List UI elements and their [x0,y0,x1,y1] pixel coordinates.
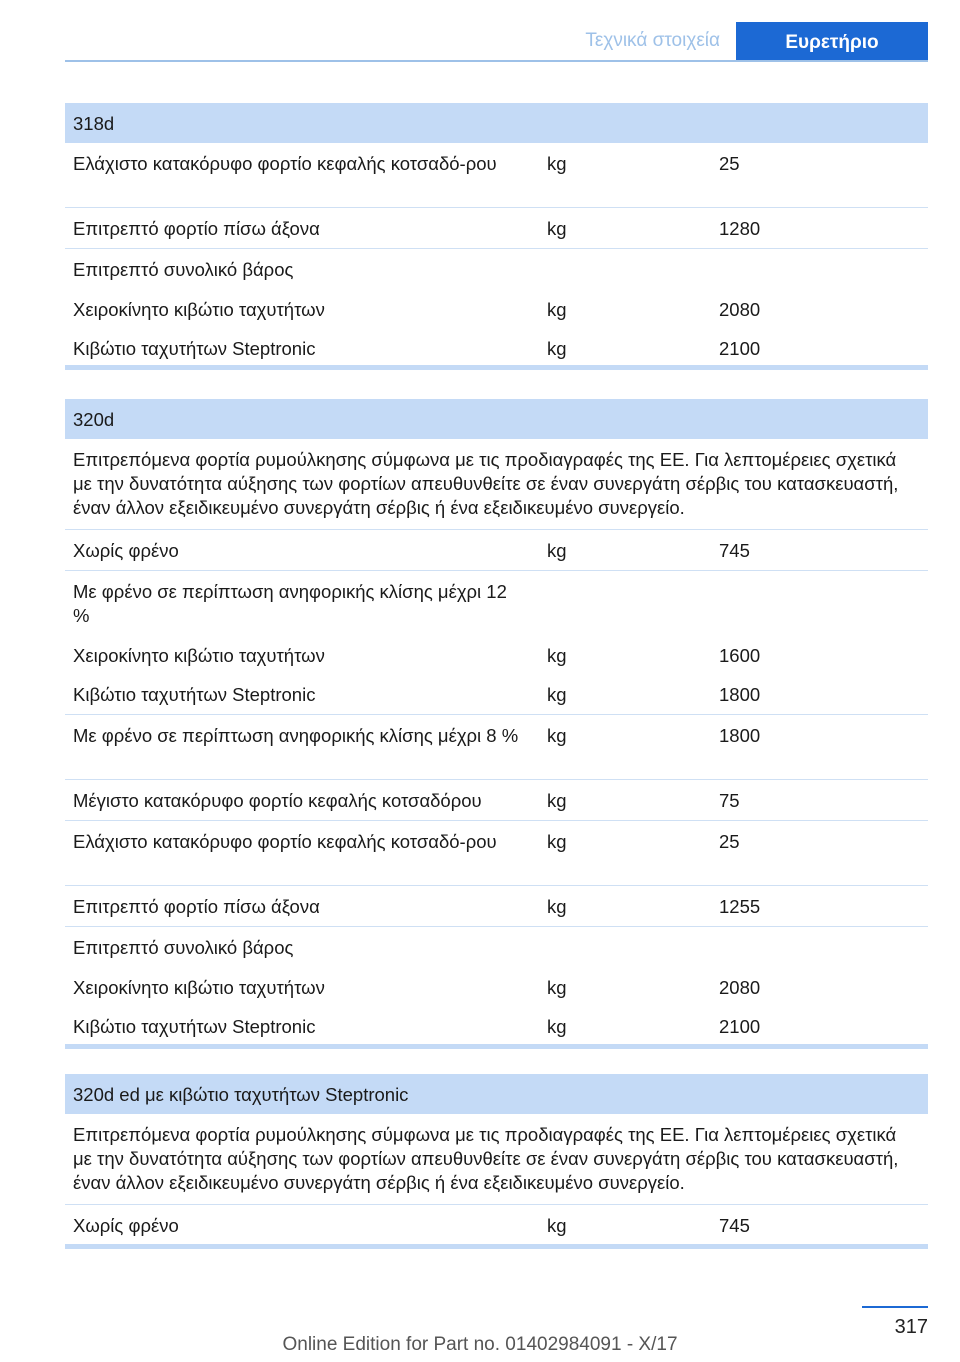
row-desc: Κιβώτιο ταχυτήτων Steptronic [73,338,316,359]
row-unit: kg [547,896,567,917]
row-unit: kg [547,1016,567,1037]
row-desc: Χειροκίνητο κιβώτιο ταχυτήτων [73,977,325,998]
footer-edition: Online Edition for Part no. 01402984091 - X/17 [282,1334,678,1355]
table-row [65,249,928,289]
row-unit: kg [547,1215,567,1236]
row-unit: kg [547,299,567,320]
page-number: 317 [862,1306,928,1339]
intro-row [65,1114,928,1205]
section-intro: Επιτρεπόμενα φορτία ρυμούλκησης σύμφωνα με τις προδιαγραφές της ΕΕ. Για λεπτομέρειες σχετικά με την δυνατότητα αύξησης των φορτίων απευθυνθείτε σε έναν συνεργάτη σέρβις του κατασκευαστή, έναν άλλον εξειδικευμένο συνεργάτη σέρβις ή ένα εξειδικευμένο συνεργείο. [73,449,899,518]
row-desc: Κιβώτιο ταχυτήτων Steptronic [73,1016,316,1037]
section-320d-ed [65,1074,928,1249]
row-value: 1800 [719,684,761,705]
header-rule [65,60,928,62]
row-unit: kg [547,725,567,746]
row-unit: kg [547,540,567,561]
row-value: 2100 [719,1016,761,1037]
row-desc: Κιβώτιο ταχυτήτων Steptronic [73,684,316,705]
row-desc: Επιτρεπτό συνολικό βάρος [73,259,294,280]
row-unit: kg [547,977,567,998]
row-desc: Με φρένο σε περίπτωση ανηφορικής κλίσης μέχρι 12 % [73,581,507,626]
row-unit: kg [547,831,567,852]
table-row [65,143,928,208]
row-desc: Μέγιστο κατακόρυφο φορτίο κεφαλής κοτσαδόρου [73,790,482,811]
row-desc: Χειροκίνητο κιβώτιο ταχυτήτων [73,299,325,320]
table-row [65,635,928,674]
row-value: 1600 [719,645,761,666]
row-desc: Με φρένο σε περίπτωση ανηφορικής κλίσης μέχρι 8 % [73,725,519,746]
section-title: 320d [65,399,928,439]
row-desc: Χωρίς φρένο [73,1215,179,1236]
row-value: 1255 [719,896,761,917]
row-value: 2100 [719,338,761,359]
table-row [65,1006,928,1044]
table-row [65,289,928,328]
row-value: 25 [719,831,740,852]
row-desc: Επιτρεπτό συνολικό βάρος [73,937,294,958]
table-row [65,208,928,249]
row-unit: kg [547,153,567,174]
section-intro: Επιτρεπόμενα φορτία ρυμούλκησης σύμφωνα με τις προδιαγραφές της ΕΕ. Για λεπτομέρειες σχετικά με την δυνατότητα αύξησης των φορτίων απευθυνθείτε σε έναν συνεργάτη σέρβις του κατασκευαστή, έναν άλλον εξειδικευμένο συνεργάτη σέρβις ή ένα εξειδικευμένο συνεργείο. [73,1124,899,1193]
table-row [65,886,928,927]
table-row [65,674,928,715]
section-end-rule [65,1044,928,1049]
table-row [65,780,928,821]
table-row [65,821,928,886]
row-value: 1280 [719,218,761,239]
row-unit: kg [547,790,567,811]
row-value: 25 [719,153,740,174]
row-value: 75 [719,790,740,811]
row-desc: Χωρίς φρένο [73,540,179,561]
page-header [65,22,928,62]
row-desc: Επιτρεπτό φορτίο πίσω άξονα [73,896,320,917]
row-value: 745 [719,540,750,561]
row-unit: kg [547,684,567,705]
table-row [65,530,928,571]
row-desc: Ελάχιστο κατακόρυφο φορτίο κεφαλής κοτσαδό-ρου [73,153,497,174]
section-318d [65,103,928,370]
tab-index[interactable]: Ευρετήριο [736,22,928,62]
row-desc: Ελάχιστο κατακόρυφο φορτίο κεφαλής κοτσαδό-ρου [73,831,497,852]
row-desc: Επιτρεπτό φορτίο πίσω άξονα [73,218,320,239]
row-value: 1800 [719,725,761,746]
row-value: 2080 [719,299,761,320]
section-end-rule [65,1244,928,1249]
row-value: 2080 [719,977,761,998]
table-row [65,1205,928,1244]
section-title: 320d ed με κιβώτιο ταχυτήτων Steptronic [65,1074,928,1114]
row-unit: kg [547,218,567,239]
row-unit: kg [547,645,567,666]
row-value: 745 [719,1215,750,1236]
table-row [65,967,928,1006]
table-row [65,328,928,365]
section-title: 318d [65,103,928,143]
table-row [65,571,928,635]
row-desc: Χειροκίνητο κιβώτιο ταχυτήτων [73,645,325,666]
table-row [65,715,928,780]
section-320d [65,399,928,1049]
tab-technical-data[interactable]: Τεχνικά στοιχεία [585,30,720,51]
section-end-rule [65,365,928,370]
table-row [65,927,928,967]
row-unit: kg [547,338,567,359]
intro-row [65,439,928,530]
